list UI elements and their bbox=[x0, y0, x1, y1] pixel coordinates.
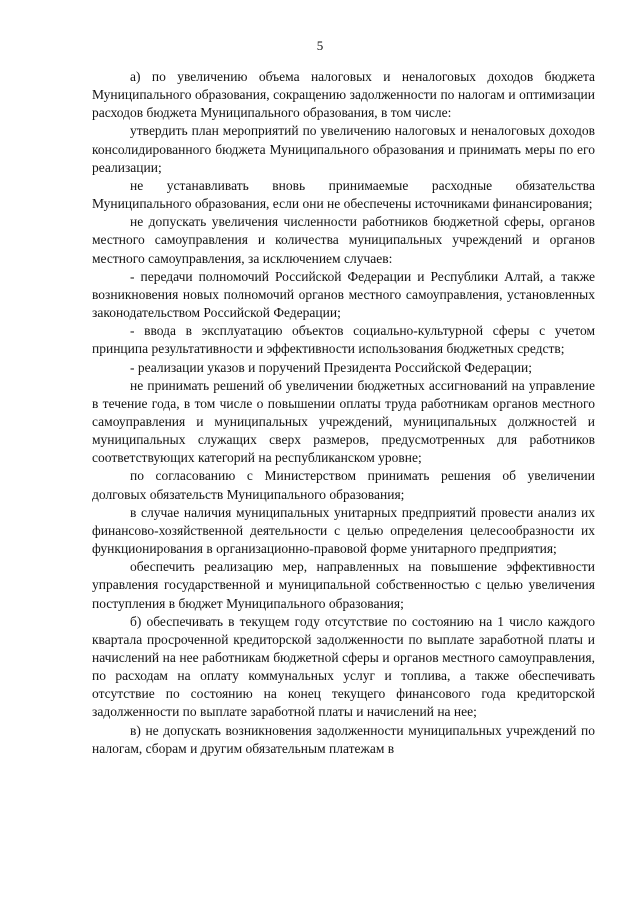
paragraph-obligations: не устанавливать вновь принимаемые расходные обязательства Муниципального образования, если они не обеспечены источниками финансирования; bbox=[92, 177, 595, 212]
paragraph-plan: утвердить план мероприятий по увеличению налоговых и неналоговых доходов консолидированного бюджета Муниципального образования и принимать меры по его реализации; bbox=[92, 123, 595, 175]
paragraph-exception-facilities: - ввода в эксплуатацию объектов социально-культурной сферы с учетом принципа результативности и эффективности использования бюджетных средств; bbox=[92, 323, 595, 357]
paragraph-staffing: не допускать увеличения численности работников бюджетной сферы, органов местного самоуправления и количества муниципальных учреждений и органов местного самоуправления, за исключением случаев: bbox=[92, 214, 595, 266]
paragraph-b: б) обеспечивать в текущем году отсутствие по состоянию на 1 число каждого квартала просроченной кредиторской задолженности по выплате заработной платы и начислений на нее работникам бюджетной сферы и органов местного самоуправления, по расходам на оплату коммунальных услуг и топлива, а также обеспечивать отсутствие по состоянию на конец текущего финансового года кредиторской задолженности по выплате заработной платы и начислений на нее; bbox=[92, 613, 595, 720]
paragraph-exception-powers: - передачи полномочий Российской Федерации и Республики Алтай, а также возникновения новых полномочий органов местного самоуправления, установленных законодательством Российской Федерации; bbox=[92, 268, 595, 321]
paragraph-exception-decrees: - реализации указов и поручений Президента Российской Федерации; bbox=[130, 359, 532, 375]
paragraph-a: а) по увеличению объема налоговых и неналоговых доходов бюджета Муниципального образования, сокращению задолженности по налогам и оптимизации расходов бюджета Муниципального образования, в том числе: bbox=[92, 69, 595, 121]
paragraph-enterprises: в случае наличия муниципальных унитарных предприятий провести анализ их финансово-хозяйственной деятельности с целью определения целесообразности их функционирования в организационно-правовой форме унитарного предприятия; bbox=[92, 504, 595, 557]
document-body bbox=[92, 68, 595, 758]
paragraph-allocations: не принимать решений об увеличении бюджетных ассигнований на управление в течение года, в том числе о повышении оплаты труда работникам органов местного самоуправления и муниципальных учреждений, муниципальных должностей и муниципальных служащих сверх размеров, предусмотренных для работников соответствующих категорий на республиканском уровне; bbox=[92, 377, 595, 466]
paragraph-debt: по согласованию с Министерством принимать решения об увеличении долговых обязательств Муниципального образования; bbox=[92, 468, 595, 502]
page-number: 5 bbox=[316, 38, 324, 53]
paragraph-v: в) не допускать возникновения задолженности муниципальных учреждений по налогам, сборам и другим обязательным платежам в bbox=[92, 722, 595, 756]
paragraph-property: обеспечить реализацию мер, направленных на повышение эффективности управления государственной и муниципальной собственностью с целью увеличения поступления в бюджет Муниципального образования; bbox=[92, 559, 595, 611]
